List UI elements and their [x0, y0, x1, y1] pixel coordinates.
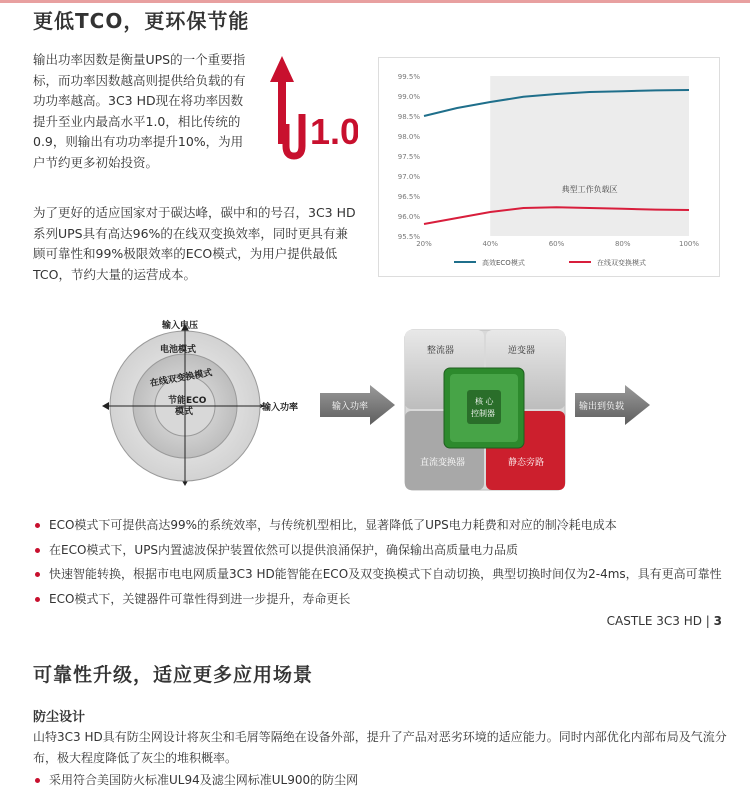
x-tick-label: 100% — [678, 240, 700, 248]
y-tick-label: 96.5% — [397, 193, 420, 201]
product-name: CASTLE 3C3 HD — [606, 614, 702, 628]
page-number: 3 — [713, 614, 722, 628]
page-footer: CASTLE 3C3 HD | 3 — [606, 614, 722, 628]
y-tick-label: 98.5% — [397, 113, 420, 121]
dustproof-paragraph: 山特3C3 HD具有防尘网设计将灰尘和毛屑等隔绝在设备外部，提升了产品对恶劣环境的适应能力。同时内部优化内部布局及气流分布，极大程度降低了灰尘的堆积概率。 — [33, 730, 727, 765]
legend-label-0: 高效ECO模式 — [482, 259, 525, 267]
eco-mode-label: 节能ECO — [168, 396, 207, 406]
legend-label-1: 在线双变换模式 — [597, 259, 646, 267]
power-factor-arrow-graphic — [268, 54, 358, 164]
list-item: ECO模式下可提供高达99%的系统效率，与传统机型相比，显著降低了UPS电力耗费和对应的制冷耗电成本 — [33, 513, 733, 538]
dustproof-subtitle: 防尘设计 — [33, 710, 86, 725]
static-bypass-label: 静态旁路 — [508, 458, 545, 468]
y-tick-label: 97.5% — [397, 153, 420, 161]
x-tick-label: 20% — [416, 240, 432, 248]
dc-converter-label: 直流变换器 — [420, 458, 466, 468]
up-arrow-icon — [270, 56, 294, 144]
zone-annotation: 典型工作负载区 — [561, 185, 618, 194]
y-tick-label: 97.0% — [397, 173, 420, 181]
y-tick-label: 96.0% — [397, 213, 420, 221]
list-item: 在ECO模式下，UPS内置滤波保护装置依然可以提供浪涌保护，确保输出高质量电力品质 — [33, 538, 733, 563]
section-title: 更低TCO，更环保节能 — [33, 9, 250, 33]
rectifier-label: 整流器 — [427, 346, 455, 356]
typical-load-zone — [490, 76, 689, 236]
list-item: ECO模式下，关键器件可靠性得到进一步提升，寿命更长 — [33, 587, 733, 612]
battery-mode-label: 电池模式 — [160, 345, 197, 355]
eco-mode-diagram — [100, 318, 660, 498]
input-voltage-label: 输入电压 — [162, 321, 199, 331]
input-power-label: 输入功率 — [262, 403, 299, 413]
svg-text:控制器: 控制器 — [471, 409, 495, 418]
online-mode-label: 在线双变换模式 — [149, 368, 214, 390]
y-tick-label: 95.5% — [397, 233, 420, 241]
core-controller-label: 核 心 — [475, 397, 494, 406]
list-item: 快速智能转换，根据市电电网质量3C3 HD能智能在ECO及双变换模式下自动切换，典型切换时间仅为2-4ms，具有更高可靠性 — [33, 562, 733, 587]
power-factor-value: 1.0 — [310, 111, 358, 152]
inverter-label: 逆变器 — [508, 346, 536, 356]
y-tick-label: 99.0% — [397, 93, 420, 101]
efficiency-paragraph: 为了更好的适应国家对于碳达峰，碳中和的号召，3C3 HD系列UPS具有高达96%的在线双变换效率，同时更具有兼顾可靠性和99%极限效率的ECO模式，为用户提供最低TCO，节约大量的运营成本。 — [33, 205, 356, 282]
top-rule — [0, 0, 750, 3]
section2-title: 可靠性升级，适应更多应用场景 — [33, 664, 314, 686]
list-item: 采用符合美国防火标准UL94及滤尘网标准UL900的防尘网 — [33, 768, 733, 793]
eco-bullet-list — [33, 513, 733, 611]
output-arrow-label: 输出到负载 — [579, 402, 625, 412]
efficiency-chart — [378, 57, 720, 277]
intro-paragraph: 输出功率因数是衡量UPS的一个重要指标，而功率因数越高则提供给负载的有功功率越高。3C3 HD现在将功率因数提升至业内最高水平1.0，相比传统的0.9，则输出有功功率提升10%，为用户节约更多初始投资。 — [33, 52, 246, 170]
x-tick-label: 60% — [548, 240, 565, 248]
svg-text:模式: 模式 — [175, 407, 194, 417]
x-tick-label: 40% — [482, 240, 499, 248]
dustproof-bullet-list — [33, 768, 733, 793]
y-tick-label: 99.5% — [397, 73, 420, 81]
y-tick-label: 98.0% — [397, 133, 420, 141]
input-arrow-label: 输入功率 — [332, 402, 369, 412]
x-tick-label: 80% — [614, 240, 631, 248]
